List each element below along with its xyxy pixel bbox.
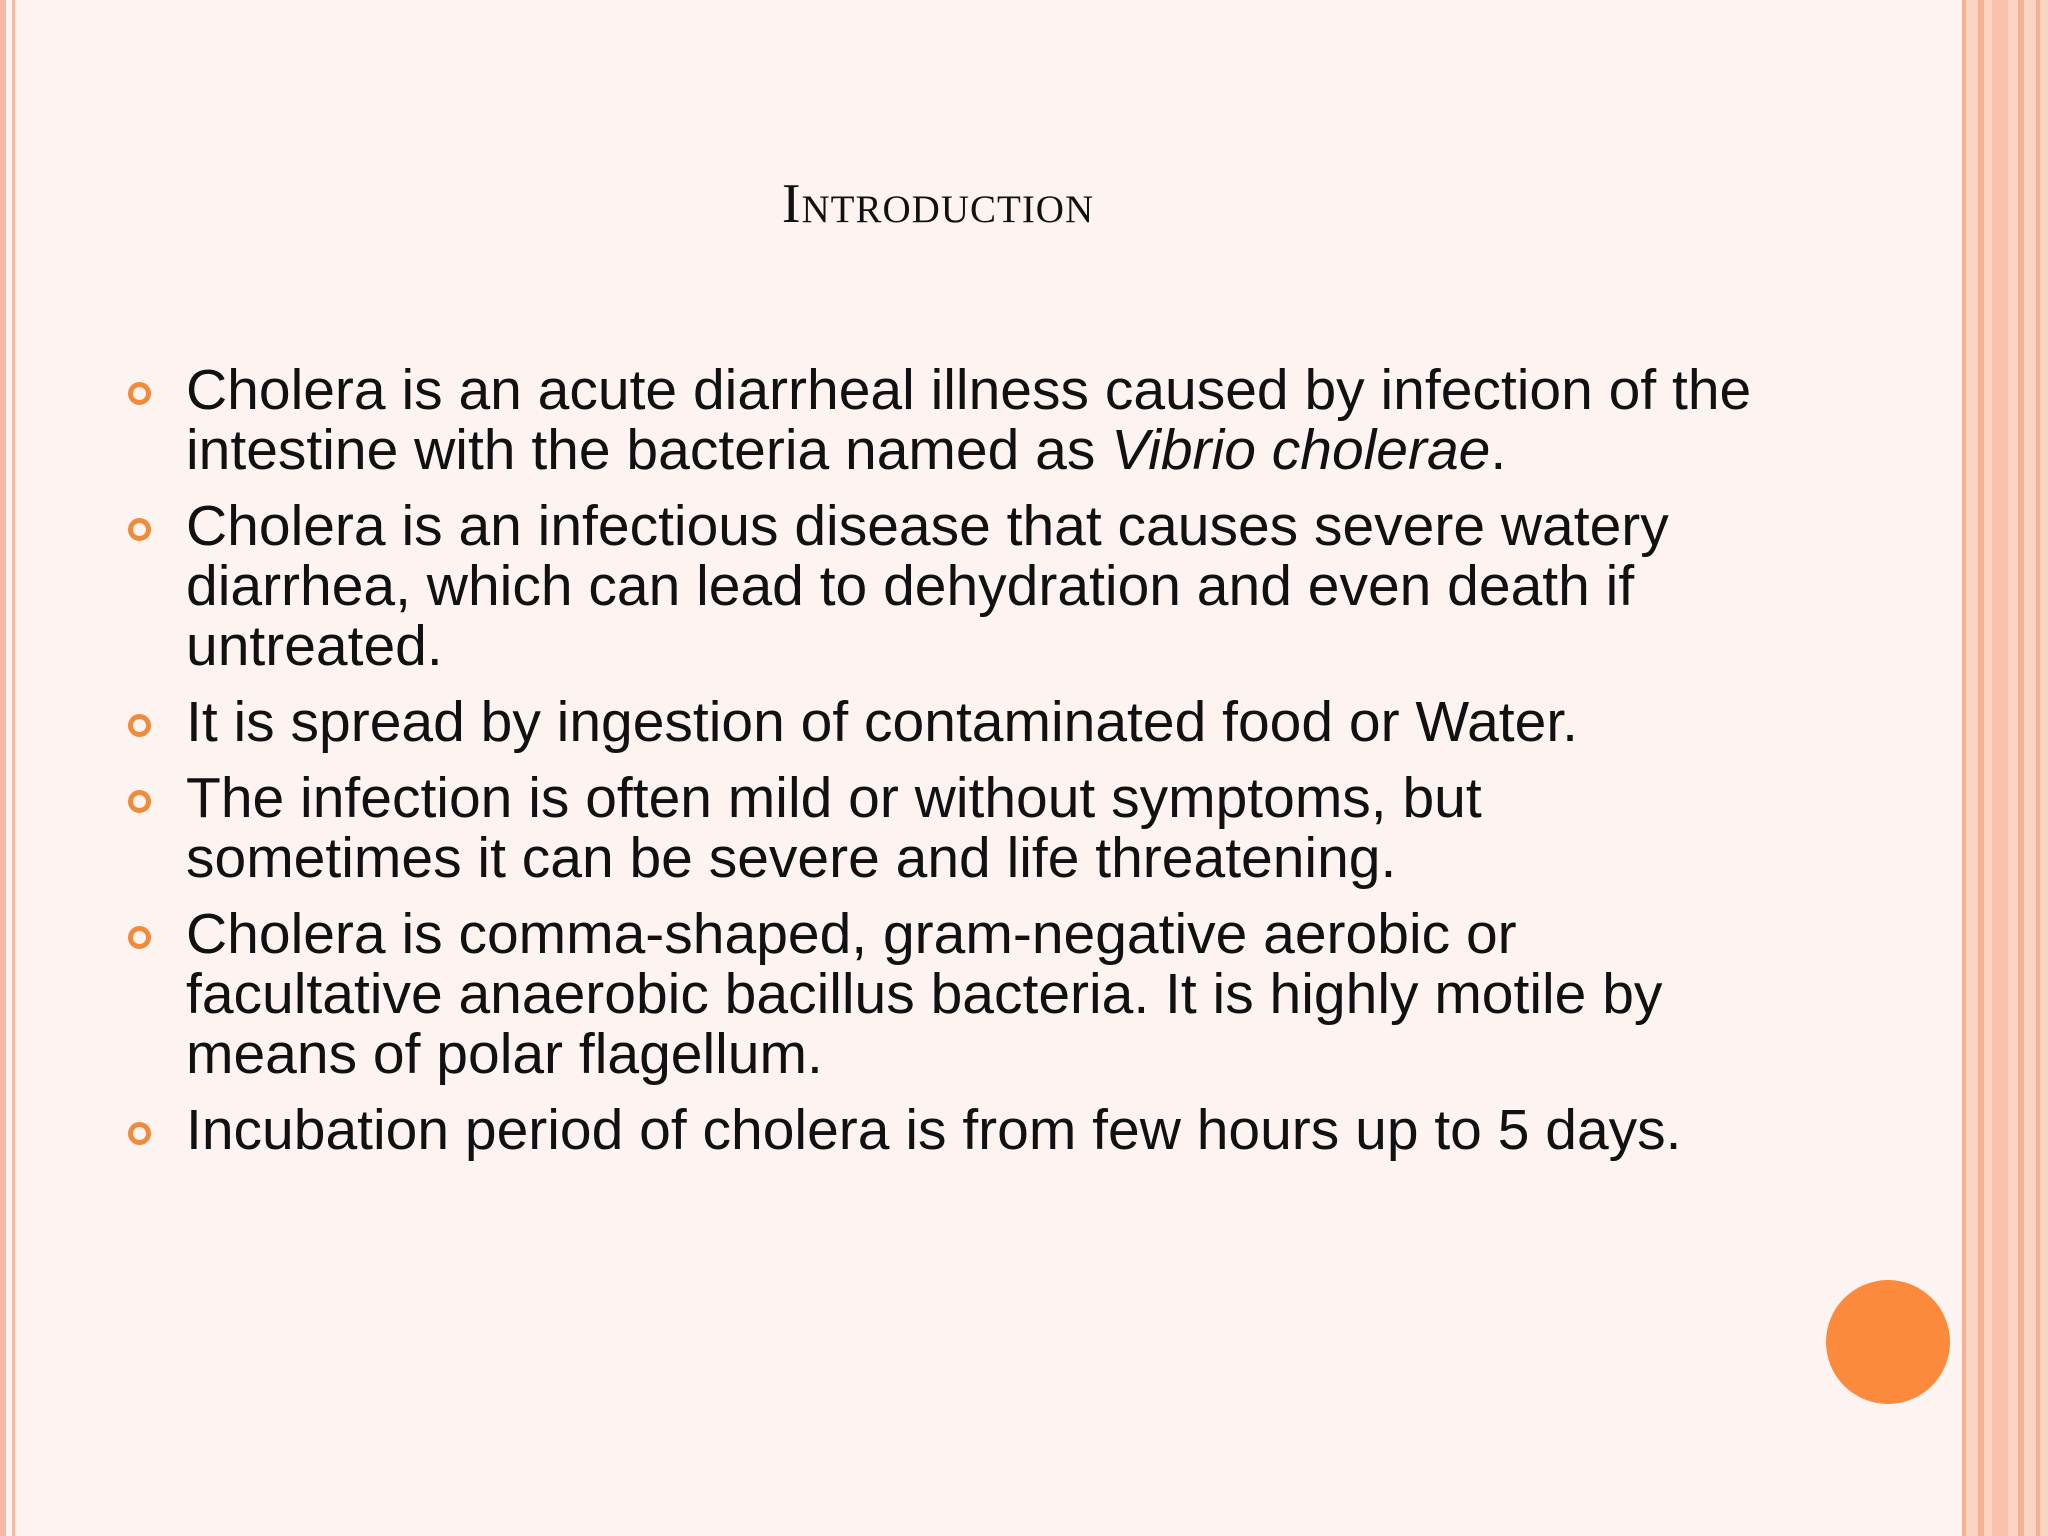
bullet-item <box>120 360 1760 480</box>
slide-title: Introduction <box>781 173 1095 235</box>
hollow-circle-bullet-icon <box>128 1122 151 1145</box>
bullet-list <box>120 360 1760 1176</box>
right-border-line <box>1978 0 1984 1536</box>
bullet-item <box>120 904 1760 1084</box>
bullet-text: The infection is often mild or without symptoms, but sometimes it can be severe and life threatening. <box>186 766 1482 890</box>
bullet-text: Cholera is comma-shaped, gram-negative aerobic or facultative anaerobic bacillus bacteria. It is highly motile by means of polar flagellum. <box>186 902 1663 1086</box>
right-border-line <box>2018 0 2024 1536</box>
right-border-line <box>1992 0 2008 1536</box>
right-border-line <box>2036 0 2040 1536</box>
bullet-item <box>120 496 1760 676</box>
bullet-item <box>120 692 1760 752</box>
bullet-item <box>120 768 1760 888</box>
bullet-text: Incubation period of cholera is from few hours up to 5 days. <box>186 1098 1682 1162</box>
orange-circle-decoration <box>1826 1280 1950 1404</box>
bullet-text: Cholera is an infectious disease that causes severe watery diarrhea, which can lead to dehydration and even death if untreated. <box>186 494 1669 678</box>
italic-species-name: Vibrio cholerae <box>1111 418 1491 482</box>
hollow-circle-bullet-icon <box>128 382 151 405</box>
hollow-circle-bullet-icon <box>128 790 151 813</box>
bullet-text: It is spread by ingestion of contaminated food or Water. <box>186 690 1578 754</box>
hollow-circle-bullet-icon <box>128 714 151 737</box>
hollow-circle-bullet-icon <box>128 926 151 949</box>
bullet-item <box>120 1100 1760 1160</box>
hollow-circle-bullet-icon <box>128 518 151 541</box>
bullet-text: Cholera is an acute diarrheal illness caused by infection of the intestine with the bacteria named as Vibrio cholerae. <box>186 358 1752 482</box>
right-border-line <box>1962 0 1966 1536</box>
